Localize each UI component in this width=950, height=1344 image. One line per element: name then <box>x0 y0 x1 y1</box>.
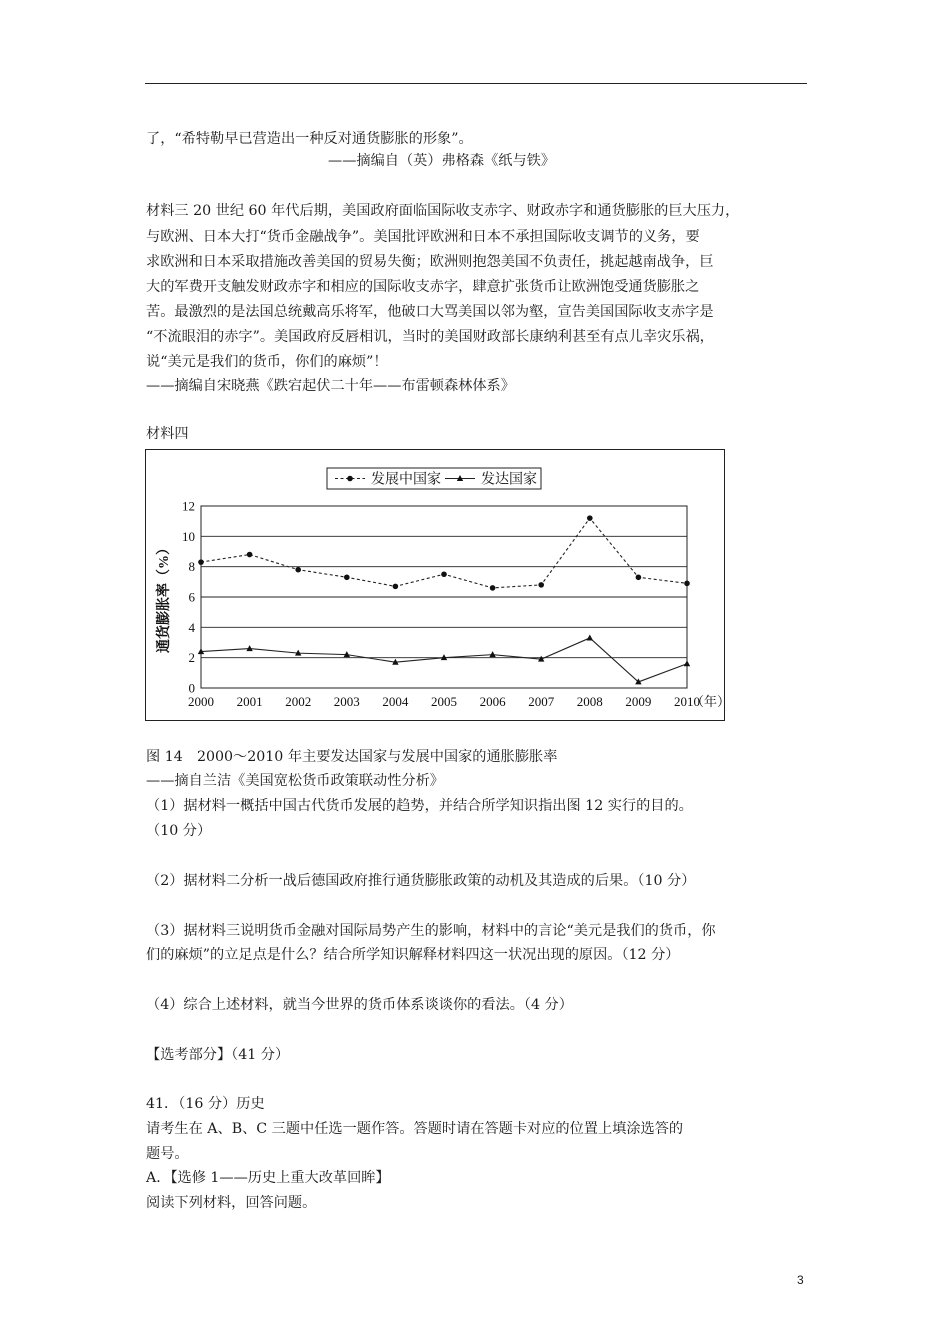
y-tick-label: 8 <box>188 559 195 575</box>
text-line: （3）据材料三说明货币金融对国际局势产生的影响，材料中的言论“美元是我们的货币，你 <box>146 923 716 939</box>
text-line: 材料四 <box>146 426 189 442</box>
text-line: “不流眼泪的赤字”。美国政府反唇相讥，当时的美国财政部长康纳利甚至有点儿幸灾乐祸， <box>146 329 714 345</box>
y-tick-label: 12 <box>182 498 195 514</box>
text-line: ——摘编自宋晓燕《跌宕起伏二十年——布雷顿森林体系》 <box>146 378 515 394</box>
text-line: （2）据材料二分析一战后德国政府推行通货膨胀政策的动机及其造成的后果。（10 分） <box>146 873 696 889</box>
text-line: 们的麻烦”的立足点是什么？结合所学知识解释材料四这一状况出现的原因。（12 分） <box>146 947 680 963</box>
text-line: 请考生在 A、B、C 三题中任选一题作答。答题时请在答题卡对应的位置上填涂选答的 <box>146 1121 684 1137</box>
x-tick-label: 2003 <box>333 694 360 709</box>
x-tick-label: 2010 <box>674 694 700 709</box>
text-line: 【选考部分】（41 分） <box>146 1047 290 1063</box>
y-tick-label: 0 <box>188 680 195 696</box>
text-line: （4）综合上述材料，就当今世界的货币体系谈谈你的看法。（4 分） <box>146 997 573 1013</box>
text-line: 大的军费开支触发财政赤字和相应的国际收支赤字，肆意扩张货币让欧洲饱受通货膨胀之 <box>146 279 700 295</box>
text-line: 阅读下列材料，回答问题。 <box>146 1195 317 1211</box>
text-line: 材料三 20 世纪 60 年代后期，美国政府面临国际收支赤字、财政赤字和通货膨胀的巨大压力， <box>146 203 740 219</box>
legend-swatch-marker <box>347 476 353 482</box>
data-point <box>344 574 350 580</box>
header-rule <box>145 83 807 84</box>
data-point <box>684 660 690 666</box>
text-line: （10 分） <box>146 823 212 839</box>
text-line: 题号。 <box>146 1146 189 1162</box>
x-tick-label: 2006 <box>479 694 506 709</box>
text-line: 说“美元是我们的货币，你们的麻烦”！ <box>146 354 388 370</box>
text-line: 求欧洲和日本采取措施改善美国的贸易失衡；欧洲则抱怨美国不负责任，挑起越南战争，巨 <box>146 254 714 270</box>
text-line: （1）据材料一概括中国古代货币发展的趋势，并结合所学知识指出图 12 实行的目的。 <box>146 798 693 814</box>
inflation-chart-frame <box>145 449 725 721</box>
series-line-1 <box>201 518 687 588</box>
data-point <box>489 651 495 657</box>
data-point <box>295 567 301 573</box>
text-line: A．【选修 1——历史上重大改革回眸】 <box>146 1170 390 1186</box>
x-tick-label: 2005 <box>431 694 457 709</box>
text-line: 苦。最激烈的是法国总统戴高乐将军，他破口大骂美国以邻为壑，宣告美国国际收支赤字是 <box>146 304 714 320</box>
data-point <box>246 645 252 651</box>
y-tick-label: 4 <box>188 619 195 635</box>
x-tick-label: 2004 <box>382 694 409 709</box>
y-tick-label: 2 <box>188 650 195 666</box>
data-point <box>490 585 496 591</box>
data-point <box>441 571 447 577</box>
x-tick-label: 2002 <box>285 694 312 709</box>
data-point <box>538 582 544 588</box>
data-point <box>587 634 593 640</box>
data-point <box>247 552 253 558</box>
text-line: 图 14 2000～2010 年主要发达国家与发展中国家的通胀膨胀率 <box>146 749 558 765</box>
y-axis-label: 通货膨胀率（%） <box>157 541 172 653</box>
page-number: 3 <box>797 1273 804 1287</box>
x-tick-label: 2009 <box>625 694 652 709</box>
text-line: ——摘编自（英）弗格森《纸与铁》 <box>328 153 556 169</box>
data-point <box>393 584 399 590</box>
x-tick-label: 2001 <box>236 694 263 709</box>
data-point <box>198 559 204 565</box>
data-point <box>684 581 690 587</box>
legend-label: 发展中国家 <box>371 472 441 488</box>
text-line: 41．（16 分）历史 <box>146 1096 265 1112</box>
x-tick-label: 2007 <box>528 694 555 709</box>
text-line: 与欧洲、日本大打“货币金融战争”。美国批评欧洲和日本不承担国际收支调节的义务，要 <box>146 229 700 245</box>
x-axis-unit: （年 <box>691 694 718 709</box>
inflation-line-chart <box>146 450 724 720</box>
data-point <box>636 574 642 580</box>
text-line: 了，“希特勒早已营造出一种反对通货膨胀的形象”。 <box>146 131 473 147</box>
y-tick-label: 6 <box>188 589 195 605</box>
x-tick-label: 2008 <box>576 694 603 709</box>
legend-label: 发达国家 <box>481 472 537 488</box>
x-tick-label: 2000 <box>188 694 214 709</box>
data-point <box>587 515 593 521</box>
text-line: ——摘自兰洁《美国宽松货币政策联动性分析》 <box>146 773 444 789</box>
y-tick-label: 10 <box>182 528 195 544</box>
